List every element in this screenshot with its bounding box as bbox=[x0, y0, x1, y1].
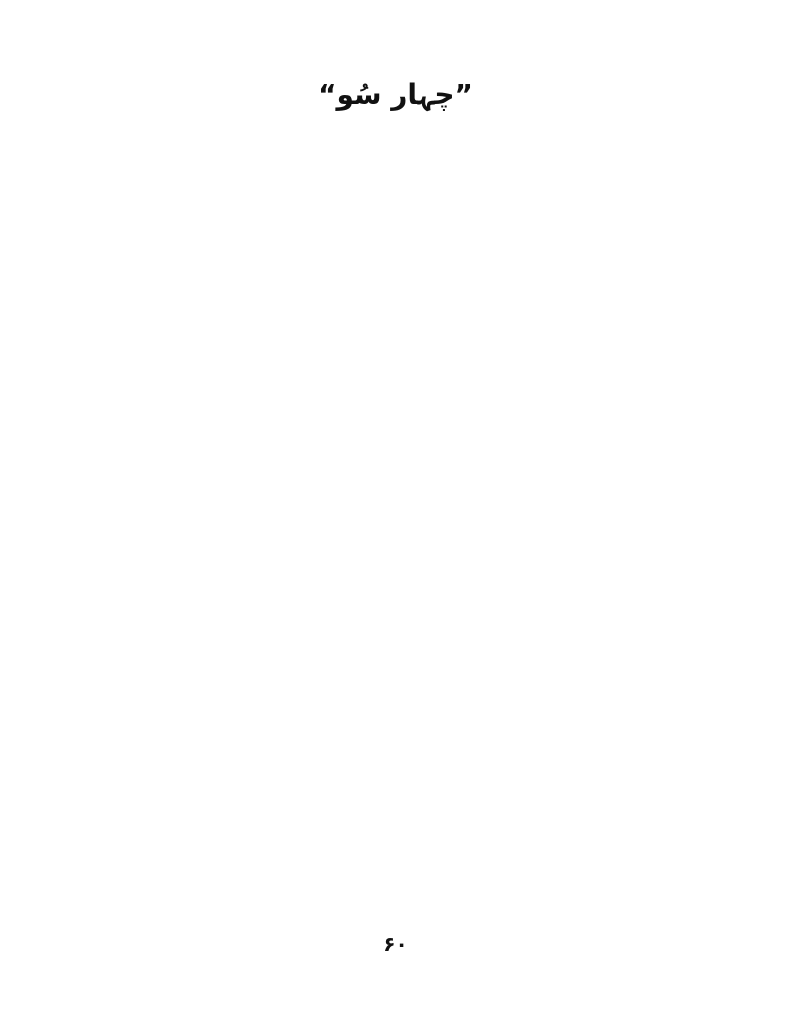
text-column-right bbox=[407, 140, 732, 840]
page-title: ”چہار سُو“ bbox=[318, 78, 473, 111]
page-number: ۶۰ bbox=[383, 932, 408, 956]
text-column-left bbox=[66, 140, 391, 840]
